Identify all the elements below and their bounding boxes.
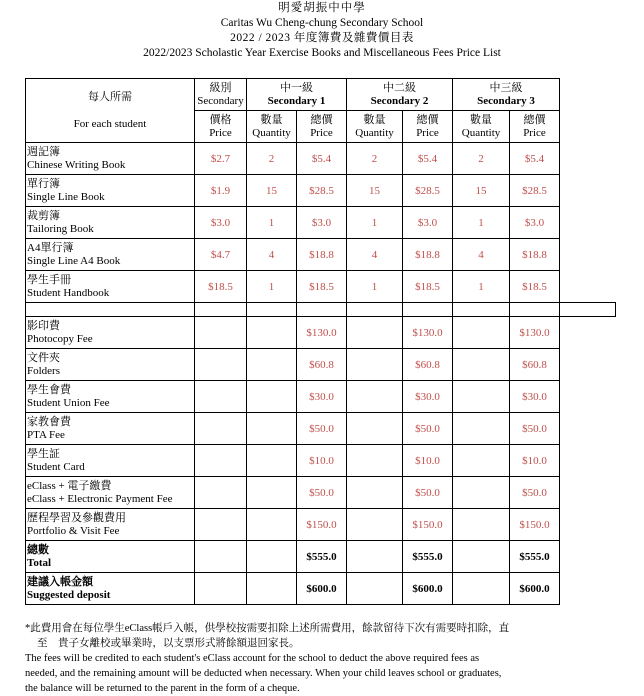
fee-row-blank-qty-s1 xyxy=(247,509,297,541)
header-qty-s3-cn: 數量 xyxy=(470,113,492,126)
fee-row-label-cn: eClass + 電子繳費 xyxy=(27,479,112,492)
fee-row-label-en: Portfolio & Visit Fee xyxy=(27,524,120,537)
each-student-en: For each student xyxy=(73,117,147,130)
book-qty-s3: 1 xyxy=(453,271,510,303)
fee-row-label-cn: 學生會費 xyxy=(27,383,71,396)
document-header xyxy=(0,0,644,61)
fee-row-amount-s1: $150.0 xyxy=(297,509,347,541)
book-item-label-cn: 週記簿 xyxy=(27,145,60,158)
total-row-label-en: Total xyxy=(27,556,52,569)
book-qty-s2: 4 xyxy=(347,239,403,271)
note-cn-line1: *此費用會在每位學生eClass帳戶入帳，供學校按需要扣除上述所需費用，餘款留待下次有需要時扣除，直 xyxy=(25,623,510,634)
book-qty-s3: 4 xyxy=(453,239,510,271)
fee-row-amount-s3: $50.0 xyxy=(510,477,560,509)
fee-row-blank-qty-s1 xyxy=(247,381,297,413)
book-item-label-cn: 學生手冊 xyxy=(27,273,71,286)
book-total-s2: $18.8 xyxy=(403,239,453,271)
spacer-cell xyxy=(403,303,453,317)
fee-row-label-cn: 文件夾 xyxy=(27,351,60,364)
header-level xyxy=(195,79,247,111)
title-cn: 2022 / 2023 年度簿費及雜費價目表 xyxy=(230,32,414,44)
header-total-s3 xyxy=(510,111,560,143)
spacer-cell xyxy=(195,303,247,317)
header-qty-s1-en: Quantity xyxy=(252,126,291,139)
fee-row-blank-qty-s3 xyxy=(453,381,510,413)
total-row-label-cn: 總數 xyxy=(27,543,49,556)
book-qty-s1: 15 xyxy=(247,175,297,207)
level-cn: 級別 xyxy=(209,81,232,94)
total-row-blank-qty-s1 xyxy=(247,541,297,573)
book-total-s3: $18.8 xyxy=(510,239,560,271)
book-qty-s1: 2 xyxy=(247,143,297,175)
fee-row-amount-s2: $30.0 xyxy=(403,381,453,413)
s2-en: Secondary 2 xyxy=(370,94,429,107)
book-unit-price: $1.9 xyxy=(195,175,247,207)
book-qty-s3: 1 xyxy=(453,207,510,239)
book-unit-price: $3.0 xyxy=(195,207,247,239)
fee-row-blank-qty-s3 xyxy=(453,413,510,445)
book-qty-s2: 2 xyxy=(347,143,403,175)
deposit-row-amount-s1: $600.0 xyxy=(297,573,347,605)
fee-row-amount-s1: $50.0 xyxy=(297,477,347,509)
fee-row-amount-s1: $60.8 xyxy=(297,349,347,381)
spacer-cell xyxy=(453,303,510,317)
book-total-s1: $5.4 xyxy=(297,143,347,175)
spacer-cell xyxy=(560,303,616,317)
fee-row-amount-s2: $150.0 xyxy=(403,509,453,541)
book-total-s1: $3.0 xyxy=(297,207,347,239)
fee-row-blank-price xyxy=(195,509,247,541)
header-total-s1 xyxy=(297,111,347,143)
deposit-row-amount-s2: $600.0 xyxy=(403,573,453,605)
book-unit-price: $18.5 xyxy=(195,271,247,303)
book-item-label-cn: A4單行簿 xyxy=(27,241,74,254)
header-total-s2-en: Price xyxy=(416,126,439,139)
fee-row xyxy=(26,317,616,349)
deposit-row-blank-qty-s3 xyxy=(453,573,510,605)
book-qty-s3: 2 xyxy=(453,143,510,175)
fee-row-blank-price xyxy=(195,381,247,413)
header-qty-s2 xyxy=(347,111,403,143)
fee-row-amount-s2: $130.0 xyxy=(403,317,453,349)
book-total-s2: $3.0 xyxy=(403,207,453,239)
deposit-row xyxy=(26,573,616,605)
book-total-s3: $5.4 xyxy=(510,143,560,175)
header-price-cn: 價格 xyxy=(209,113,232,126)
fee-row-label xyxy=(26,381,195,413)
book-row xyxy=(26,207,616,239)
fee-row-label xyxy=(26,509,195,541)
book-item-label xyxy=(26,271,195,303)
total-row xyxy=(26,541,616,573)
each-student-cn: 每人所需 xyxy=(88,90,132,103)
title-en: 2022/2023 Scholastic Year Exercise Books and Miscellaneous Fees Price List xyxy=(143,47,501,59)
footnote xyxy=(25,621,585,696)
fee-row-blank-qty-s1 xyxy=(247,317,297,349)
book-total-s2: $28.5 xyxy=(403,175,453,207)
total-row-amount-s1: $555.0 xyxy=(297,541,347,573)
book-qty-s1: 1 xyxy=(247,271,297,303)
fee-row-label xyxy=(26,477,195,509)
fee-row-blank-qty-s2 xyxy=(347,445,403,477)
book-row xyxy=(26,271,616,303)
book-total-s2: $5.4 xyxy=(403,143,453,175)
fee-row-blank-qty-s2 xyxy=(347,317,403,349)
fee-row-blank-qty-s2 xyxy=(347,509,403,541)
fee-row-label-en: Photocopy Fee xyxy=(27,332,93,345)
total-row-amount-s3: $555.0 xyxy=(510,541,560,573)
fee-row-label-en: eClass + Electronic Payment Fee xyxy=(27,492,173,505)
header-total-s1-en: Price xyxy=(310,126,333,139)
level-en: Secondary xyxy=(197,94,244,107)
fee-row-amount-s3: $130.0 xyxy=(510,317,560,349)
header-qty-s1-cn: 數量 xyxy=(260,113,283,126)
fee-row-blank-price xyxy=(195,445,247,477)
book-unit-price: $2.7 xyxy=(195,143,247,175)
fee-row-label-cn: 家教會費 xyxy=(27,415,71,428)
book-qty-s1: 4 xyxy=(247,239,297,271)
book-unit-price: $4.7 xyxy=(195,239,247,271)
deposit-row-blank-price xyxy=(195,573,247,605)
fee-row-blank-price xyxy=(195,413,247,445)
s2-cn: 中二級 xyxy=(383,81,416,94)
fee-row xyxy=(26,349,616,381)
spacer-cell xyxy=(297,303,347,317)
header-s3 xyxy=(453,79,560,111)
header-total-s3-en: Price xyxy=(523,126,546,139)
deposit-row-label-cn: 建議入帳金額 xyxy=(27,575,93,588)
book-row xyxy=(26,143,616,175)
spacer-cell xyxy=(347,303,403,317)
note-cn-line2: 至 貴子女離校或畢業時，以支票形式將餘額退回家長。 xyxy=(37,638,300,649)
fee-row-blank-qty-s1 xyxy=(247,477,297,509)
fee-row-label-cn: 學生証 xyxy=(27,447,60,460)
fee-row xyxy=(26,509,616,541)
book-item-label-en: Tailoring Book xyxy=(27,222,94,235)
book-total-s3: $18.5 xyxy=(510,271,560,303)
book-qty-s2: 1 xyxy=(347,271,403,303)
fee-row-blank-price xyxy=(195,317,247,349)
fee-row-label xyxy=(26,317,195,349)
fee-row-label xyxy=(26,413,195,445)
fee-row xyxy=(26,445,616,477)
book-qty-s3: 15 xyxy=(453,175,510,207)
s1-cn: 中一級 xyxy=(280,81,313,94)
fee-row-blank-qty-s2 xyxy=(347,381,403,413)
book-item-label xyxy=(26,143,195,175)
fee-row-blank-qty-s1 xyxy=(247,349,297,381)
fees-table xyxy=(25,78,616,605)
fee-row-blank-qty-s1 xyxy=(247,445,297,477)
book-item-label xyxy=(26,239,195,271)
deposit-row-label xyxy=(26,573,195,605)
spacer-cell xyxy=(247,303,297,317)
book-row xyxy=(26,175,616,207)
book-total-s2: $18.5 xyxy=(403,271,453,303)
book-total-s1: $28.5 xyxy=(297,175,347,207)
header-s2 xyxy=(347,79,453,111)
fee-row-amount-s1: $50.0 xyxy=(297,413,347,445)
fee-row-blank-price xyxy=(195,349,247,381)
fee-row-amount-s3: $150.0 xyxy=(510,509,560,541)
fee-row-amount-s3: $60.8 xyxy=(510,349,560,381)
fee-row xyxy=(26,477,616,509)
fee-row-amount-s2: $50.0 xyxy=(403,413,453,445)
fee-row-amount-s3: $30.0 xyxy=(510,381,560,413)
header-price xyxy=(195,111,247,143)
deposit-row-label-en: Suggested deposit xyxy=(27,588,111,601)
header-price-en: Price xyxy=(209,126,232,139)
fee-row-blank-qty-s2 xyxy=(347,413,403,445)
s1-en: Secondary 1 xyxy=(267,94,326,107)
header-qty-s3 xyxy=(453,111,510,143)
fee-row-blank-qty-s3 xyxy=(453,445,510,477)
header-s1 xyxy=(247,79,347,111)
fee-row-blank-qty-s3 xyxy=(453,349,510,381)
s3-cn: 中三級 xyxy=(489,81,523,94)
note-en-line3: the balance will be returned to the parent in the form of a cheque. xyxy=(25,683,300,694)
fee-row-label-en: Folders xyxy=(27,364,60,377)
deposit-row-blank-qty-s2 xyxy=(347,573,403,605)
fee-row-amount-s2: $50.0 xyxy=(403,477,453,509)
total-row-label xyxy=(26,541,195,573)
book-total-s1: $18.8 xyxy=(297,239,347,271)
spacer-cell xyxy=(26,303,195,317)
book-total-s1: $18.5 xyxy=(297,271,347,303)
fee-row-blank-qty-s2 xyxy=(347,477,403,509)
fee-row-amount-s3: $10.0 xyxy=(510,445,560,477)
fee-row-amount-s1: $130.0 xyxy=(297,317,347,349)
s3-en: Secondary 3 xyxy=(477,94,535,107)
school-name-cn: 明愛胡振中中學 xyxy=(278,2,366,14)
book-item-label-en: Single Line A4 Book xyxy=(27,254,121,267)
header-qty-s3-en: Quantity xyxy=(461,126,501,139)
header-total-s2-cn: 總價 xyxy=(416,113,439,126)
book-item-label-en: Chinese Writing Book xyxy=(27,158,126,171)
total-row-blank-qty-s2 xyxy=(347,541,403,573)
fee-row xyxy=(26,413,616,445)
fee-row-blank-qty-s3 xyxy=(453,317,510,349)
fee-row-label-cn: 歷程學習及參觀費用 xyxy=(27,511,126,524)
total-row-amount-s2: $555.0 xyxy=(403,541,453,573)
book-total-s3: $3.0 xyxy=(510,207,560,239)
spacer-cell xyxy=(510,303,560,317)
total-row-blank-price xyxy=(195,541,247,573)
total-row-blank-qty-s3 xyxy=(453,541,510,573)
note-en-line1: The fees will be credited to each student's eClass account for the school to deduct the above required fees as xyxy=(25,653,480,664)
book-qty-s2: 15 xyxy=(347,175,403,207)
book-qty-s2: 1 xyxy=(347,207,403,239)
fee-row-amount-s2: $10.0 xyxy=(403,445,453,477)
header-total-s3-cn: 總價 xyxy=(523,113,546,126)
book-item-label xyxy=(26,175,195,207)
fee-row-blank-price xyxy=(195,477,247,509)
book-item-label-cn: 單行簿 xyxy=(27,177,60,190)
fee-row-blank-qty-s2 xyxy=(347,349,403,381)
fee-row-label-cn: 影印費 xyxy=(27,319,60,332)
book-qty-s1: 1 xyxy=(247,207,297,239)
header-total-s2 xyxy=(403,111,453,143)
fee-row-label-en: Student Card xyxy=(27,460,85,473)
fee-row-label-en: PTA Fee xyxy=(27,428,65,441)
spacer-row xyxy=(26,303,616,317)
fee-row-amount-s1: $30.0 xyxy=(297,381,347,413)
fee-row-blank-qty-s1 xyxy=(247,413,297,445)
note-en-line2: needed, and the remaining amount will be deducted when necessary. When your child leaves school or graduates, xyxy=(25,668,502,679)
header-qty-s2-cn: 數量 xyxy=(363,113,386,126)
fee-row-amount-s2: $60.8 xyxy=(403,349,453,381)
header-each-student xyxy=(26,79,195,143)
fee-row-label xyxy=(26,349,195,381)
header-qty-s2-en: Quantity xyxy=(355,126,394,139)
deposit-row-blank-qty-s1 xyxy=(247,573,297,605)
fee-row-label xyxy=(26,445,195,477)
fee-row-label-en: Student Union Fee xyxy=(27,396,110,409)
fee-row-blank-qty-s3 xyxy=(453,509,510,541)
book-item-label-en: Single Line Book xyxy=(27,190,105,203)
fee-row-blank-qty-s3 xyxy=(453,477,510,509)
book-item-label xyxy=(26,207,195,239)
book-item-label-cn: 裁剪簿 xyxy=(27,209,60,222)
book-item-label-en: Student Handbook xyxy=(27,286,110,299)
book-row xyxy=(26,239,616,271)
fee-row xyxy=(26,381,616,413)
header-total-s1-cn: 總價 xyxy=(310,113,333,126)
header-qty-s1 xyxy=(247,111,297,143)
fee-row-amount-s1: $10.0 xyxy=(297,445,347,477)
deposit-row-amount-s3: $600.0 xyxy=(510,573,560,605)
school-name-en: Caritas Wu Cheng-chung Secondary School xyxy=(220,17,424,29)
book-total-s3: $28.5 xyxy=(510,175,560,207)
fee-row-amount-s3: $50.0 xyxy=(510,413,560,445)
